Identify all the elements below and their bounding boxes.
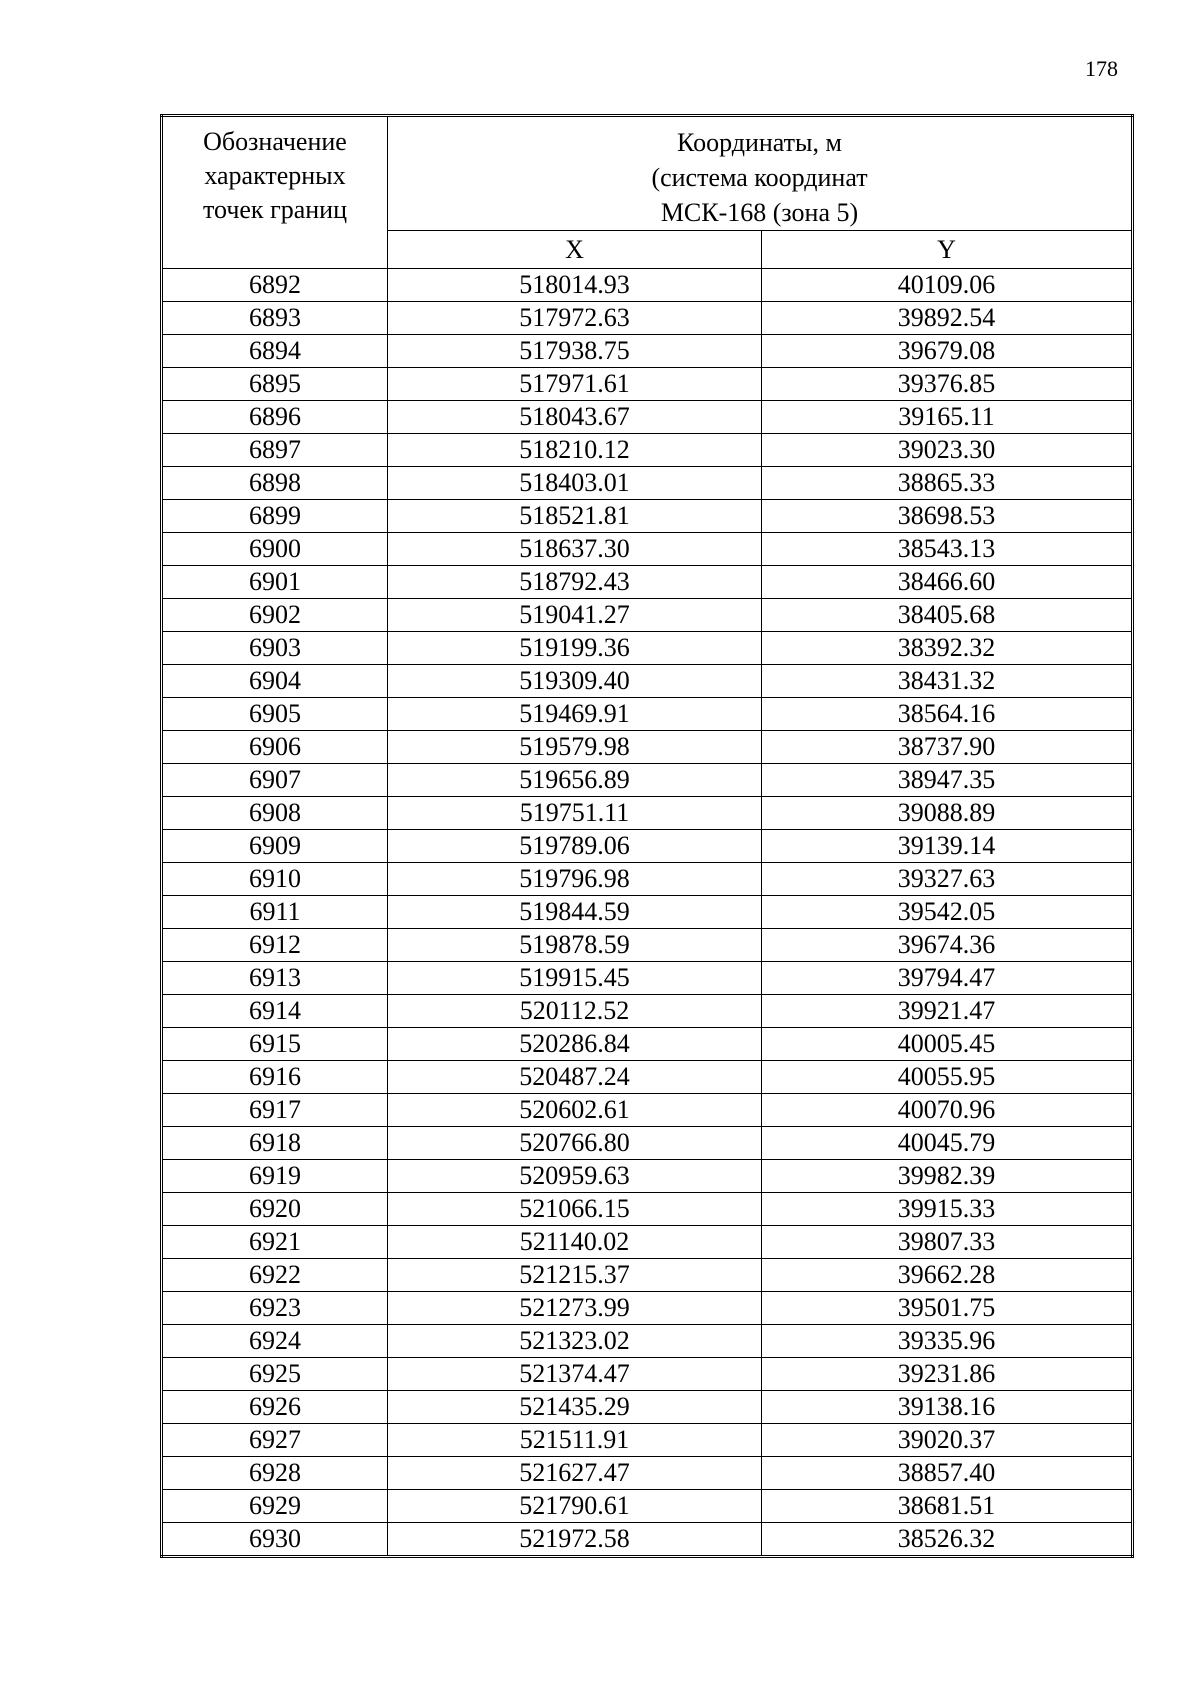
x-coordinate-cell: 519789.06	[388, 830, 762, 863]
point-id-cell: 6894	[162, 335, 388, 368]
point-id-cell: 6898	[162, 467, 388, 500]
point-id-cell: 6918	[162, 1127, 388, 1160]
y-coordinate-cell: 39501.75	[762, 1292, 1133, 1325]
x-coordinate-cell: 519469.91	[388, 698, 762, 731]
y-coordinate-cell: 40070.96	[762, 1094, 1133, 1127]
x-coordinate-cell: 519844.59	[388, 896, 762, 929]
table-row	[162, 566, 1133, 599]
table-row	[162, 929, 1133, 962]
point-id-cell: 6904	[162, 665, 388, 698]
x-coordinate-cell: 517971.61	[388, 368, 762, 401]
x-coordinate-cell: 521511.91	[388, 1424, 762, 1457]
table-row	[162, 731, 1133, 764]
coordinates-table	[160, 114, 1134, 1558]
y-coordinate-cell: 39921.47	[762, 995, 1133, 1028]
x-coordinate-cell: 518792.43	[388, 566, 762, 599]
point-id-cell: 6911	[162, 896, 388, 929]
y-coordinate-cell: 38681.51	[762, 1490, 1133, 1523]
point-id-cell: 6907	[162, 764, 388, 797]
point-id-cell: 6906	[162, 731, 388, 764]
table-row	[162, 1457, 1133, 1490]
x-coordinate-cell: 521627.47	[388, 1457, 762, 1490]
coordinates-header-line: МСК-168 (зона 5)	[660, 198, 859, 227]
x-coordinate-cell: 518403.01	[388, 467, 762, 500]
table-row	[162, 269, 1133, 302]
table-row	[162, 995, 1133, 1028]
y-coordinate-cell: 39088.89	[762, 797, 1133, 830]
table-row	[162, 500, 1133, 533]
table-row	[162, 1292, 1133, 1325]
y-coordinate-cell: 39023.30	[762, 434, 1133, 467]
table-row	[162, 1424, 1133, 1457]
x-coordinate-cell: 519751.11	[388, 797, 762, 830]
point-id-cell: 6923	[162, 1292, 388, 1325]
x-coordinate-cell: 520766.80	[388, 1127, 762, 1160]
x-coordinate-cell: 519309.40	[388, 665, 762, 698]
y-coordinate-cell: 39674.36	[762, 929, 1133, 962]
table-row	[162, 599, 1133, 632]
coordinates-header	[388, 116, 1133, 231]
page-number: 178	[1085, 56, 1118, 81]
table-row	[162, 1061, 1133, 1094]
point-id-cell: 6915	[162, 1028, 388, 1061]
table-row	[162, 368, 1133, 401]
x-coordinate-cell: 519915.45	[388, 962, 762, 995]
y-coordinate-cell: 39915.33	[762, 1193, 1133, 1226]
y-coordinate-cell: 38405.68	[762, 599, 1133, 632]
y-coordinate-cell: 38737.90	[762, 731, 1133, 764]
x-coordinate-cell: 518043.67	[388, 401, 762, 434]
x-coordinate-cell: 517938.75	[388, 335, 762, 368]
y-coordinate-cell: 40055.95	[762, 1061, 1133, 1094]
y-coordinate-cell: 39376.85	[762, 368, 1133, 401]
y-coordinate-cell: 39165.11	[762, 401, 1133, 434]
point-id-cell: 6913	[162, 962, 388, 995]
table-row	[162, 434, 1133, 467]
y-coordinate-cell: 38698.53	[762, 500, 1133, 533]
y-coordinate-cell: 39892.54	[762, 302, 1133, 335]
x-coordinate-cell: 518014.93	[388, 269, 762, 302]
x-coordinate-cell: 518210.12	[388, 434, 762, 467]
point-id-cell: 6921	[162, 1226, 388, 1259]
point-id-cell: 6926	[162, 1391, 388, 1424]
point-designation-header-line: характерных	[204, 161, 346, 190]
point-id-cell: 6920	[162, 1193, 388, 1226]
y-column-header: Y	[762, 231, 1133, 269]
table-row	[162, 401, 1133, 434]
point-id-cell: 6929	[162, 1490, 388, 1523]
point-id-cell: 6927	[162, 1424, 388, 1457]
point-id-cell: 6901	[162, 566, 388, 599]
table-row	[162, 830, 1133, 863]
table-row	[162, 962, 1133, 995]
point-id-cell: 6902	[162, 599, 388, 632]
point-designation-header-line: точек границ	[202, 195, 348, 224]
table-row	[162, 1193, 1133, 1226]
y-coordinate-cell: 39020.37	[762, 1424, 1133, 1457]
point-id-cell: 6914	[162, 995, 388, 1028]
table-row	[162, 896, 1133, 929]
table-row	[162, 1358, 1133, 1391]
y-coordinate-cell: 39662.28	[762, 1259, 1133, 1292]
y-coordinate-cell: 39542.05	[762, 896, 1133, 929]
x-coordinate-cell: 518521.81	[388, 500, 762, 533]
x-coordinate-cell: 519579.98	[388, 731, 762, 764]
y-coordinate-cell: 39794.47	[762, 962, 1133, 995]
y-coordinate-cell: 38865.33	[762, 467, 1133, 500]
x-coordinate-cell: 520286.84	[388, 1028, 762, 1061]
point-id-cell: 6900	[162, 533, 388, 566]
x-coordinate-cell: 518637.30	[388, 533, 762, 566]
point-designation-header-line: Обозначение	[203, 127, 347, 156]
y-coordinate-cell: 39335.96	[762, 1325, 1133, 1358]
point-id-cell: 6919	[162, 1160, 388, 1193]
point-id-cell: 6924	[162, 1325, 388, 1358]
y-coordinate-cell: 38857.40	[762, 1457, 1133, 1490]
point-id-cell: 6908	[162, 797, 388, 830]
y-coordinate-cell: 38466.60	[762, 566, 1133, 599]
y-coordinate-cell: 39139.14	[762, 830, 1133, 863]
x-coordinate-cell: 521273.99	[388, 1292, 762, 1325]
x-coordinate-cell: 521435.29	[388, 1391, 762, 1424]
point-id-cell: 6910	[162, 863, 388, 896]
point-id-cell: 6928	[162, 1457, 388, 1490]
point-id-cell: 6925	[162, 1358, 388, 1391]
table-row	[162, 1028, 1133, 1061]
x-coordinate-cell: 521790.61	[388, 1490, 762, 1523]
point-id-cell: 6916	[162, 1061, 388, 1094]
x-column-header: X	[388, 231, 762, 269]
table-row	[162, 1325, 1133, 1358]
x-coordinate-cell: 519656.89	[388, 764, 762, 797]
point-id-cell: 6922	[162, 1259, 388, 1292]
table-row	[162, 1094, 1133, 1127]
table-row	[162, 1259, 1133, 1292]
table-row	[162, 1160, 1133, 1193]
table-row	[162, 1226, 1133, 1259]
table-row	[162, 533, 1133, 566]
table-body	[162, 269, 1133, 1557]
y-coordinate-cell: 39327.63	[762, 863, 1133, 896]
y-coordinate-cell: 38431.32	[762, 665, 1133, 698]
x-coordinate-cell: 521140.02	[388, 1226, 762, 1259]
point-id-cell: 6905	[162, 698, 388, 731]
table-row	[162, 1127, 1133, 1160]
table-row	[162, 302, 1133, 335]
table-row	[162, 764, 1133, 797]
table-row	[162, 665, 1133, 698]
table-row	[162, 632, 1133, 665]
table-row	[162, 1391, 1133, 1424]
y-coordinate-cell: 40109.06	[762, 269, 1133, 302]
y-coordinate-cell: 39231.86	[762, 1358, 1133, 1391]
point-id-cell: 6895	[162, 368, 388, 401]
point-id-cell: 6909	[162, 830, 388, 863]
y-coordinate-cell: 39679.08	[762, 335, 1133, 368]
x-coordinate-cell: 520487.24	[388, 1061, 762, 1094]
point-id-cell: 6917	[162, 1094, 388, 1127]
point-id-cell: 6903	[162, 632, 388, 665]
coordinates-header-line: Координаты, м	[677, 128, 842, 157]
x-coordinate-cell: 521066.15	[388, 1193, 762, 1226]
y-coordinate-cell: 38392.32	[762, 632, 1133, 665]
point-id-cell: 6897	[162, 434, 388, 467]
x-coordinate-cell: 519041.27	[388, 599, 762, 632]
y-coordinate-cell: 38543.13	[762, 533, 1133, 566]
x-coordinate-cell: 519878.59	[388, 929, 762, 962]
table-row	[162, 1490, 1133, 1523]
x-coordinate-cell: 520112.52	[388, 995, 762, 1028]
x-coordinate-cell: 521374.47	[388, 1358, 762, 1391]
x-coordinate-cell: 521972.58	[388, 1523, 762, 1557]
x-coordinate-cell: 517972.63	[388, 302, 762, 335]
x-coordinate-cell: 521323.02	[388, 1325, 762, 1358]
x-coordinate-cell: 519199.36	[388, 632, 762, 665]
y-coordinate-cell: 39982.39	[762, 1160, 1133, 1193]
table-row	[162, 467, 1133, 500]
point-id-cell: 6896	[162, 401, 388, 434]
x-coordinate-cell: 519796.98	[388, 863, 762, 896]
table-header-row	[162, 116, 1133, 231]
coordinates-header-line: (система координат	[651, 163, 868, 192]
table-row	[162, 1523, 1133, 1557]
table-row	[162, 797, 1133, 830]
x-coordinate-cell: 521215.37	[388, 1259, 762, 1292]
point-id-cell: 6912	[162, 929, 388, 962]
y-coordinate-cell: 38526.32	[762, 1523, 1133, 1557]
y-coordinate-cell: 39138.16	[762, 1391, 1133, 1424]
y-coordinate-cell: 40045.79	[762, 1127, 1133, 1160]
point-id-cell: 6893	[162, 302, 388, 335]
x-coordinate-cell: 520602.61	[388, 1094, 762, 1127]
x-coordinate-cell: 520959.63	[388, 1160, 762, 1193]
y-coordinate-cell: 38564.16	[762, 698, 1133, 731]
point-id-cell: 6899	[162, 500, 388, 533]
table-row	[162, 698, 1133, 731]
point-designation-header	[162, 116, 388, 269]
table-row	[162, 335, 1133, 368]
table-row	[162, 863, 1133, 896]
y-coordinate-cell: 40005.45	[762, 1028, 1133, 1061]
y-coordinate-cell: 39807.33	[762, 1226, 1133, 1259]
y-coordinate-cell: 38947.35	[762, 764, 1133, 797]
point-id-cell: 6930	[162, 1523, 388, 1557]
point-id-cell: 6892	[162, 269, 388, 302]
